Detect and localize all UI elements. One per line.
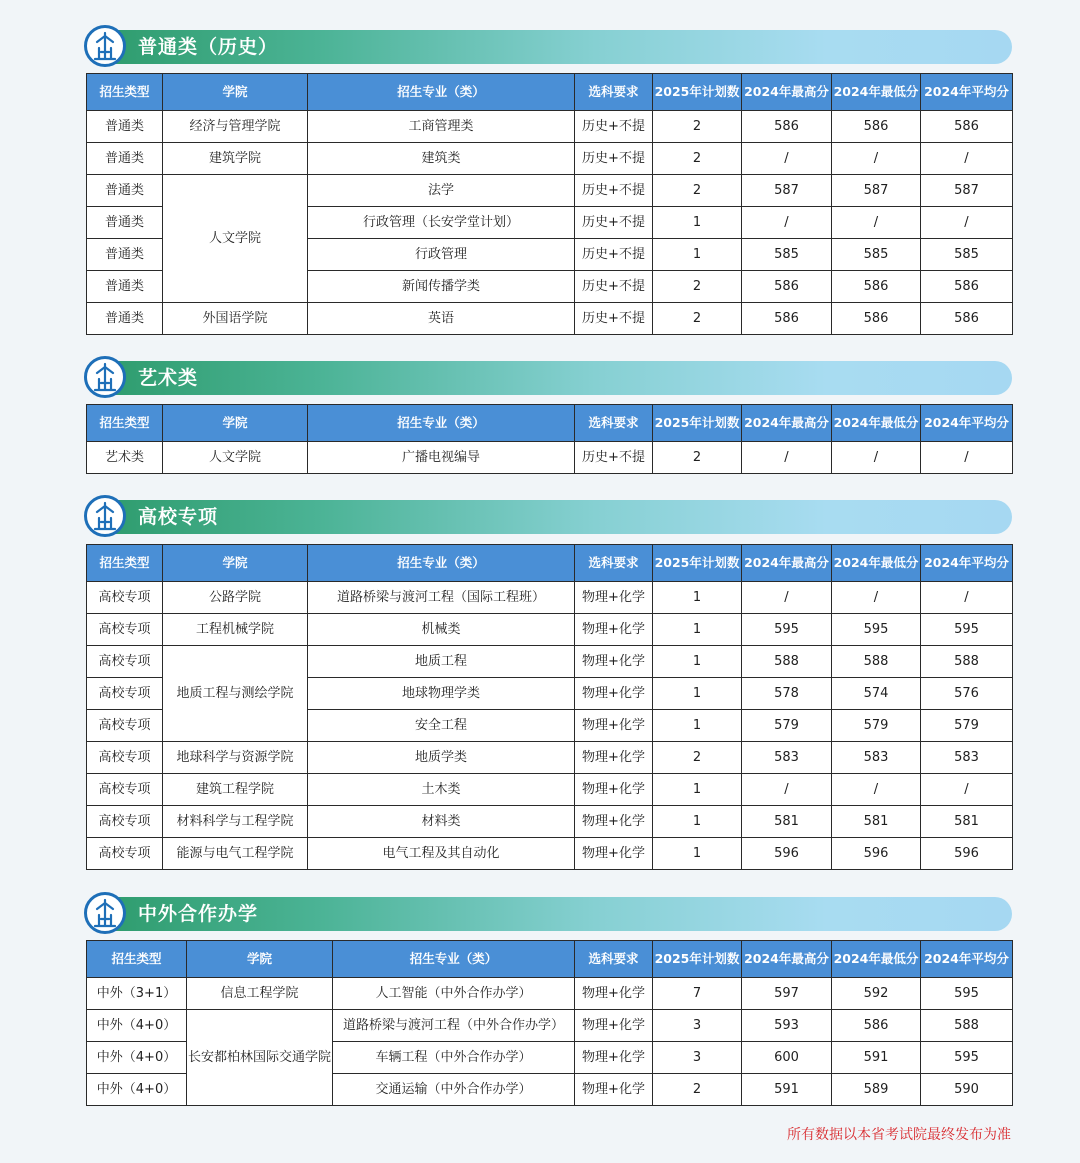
cell-college: 地球科学与资源学院 <box>163 742 308 774</box>
cell-avg: 581 <box>921 806 1013 838</box>
cell-major: 交通运输（中外合作办学） <box>333 1074 575 1106</box>
table-row <box>87 742 1013 774</box>
header-max: 2024年最高分 <box>742 74 832 111</box>
table-row <box>87 582 1013 614</box>
cell-plan: 1 <box>653 774 742 806</box>
cell-college: 工程机械学院 <box>163 614 308 646</box>
cell-max: / <box>742 143 832 175</box>
table-row <box>87 1010 1013 1042</box>
cell-max: 586 <box>742 303 832 335</box>
cell-min: / <box>832 143 921 175</box>
cell-plan: 3 <box>653 1010 742 1042</box>
cell-major: 道路桥梁与渡河工程（国际工程班） <box>308 582 575 614</box>
cell-avg: 590 <box>921 1074 1013 1106</box>
cell-min: 586 <box>832 1010 921 1042</box>
cell-max: 593 <box>742 1010 832 1042</box>
header-major: 招生专业（类） <box>308 74 575 111</box>
cell-min: 579 <box>832 710 921 742</box>
cell-college: 长安都柏林国际交通学院 <box>187 1010 333 1106</box>
cell-max: 595 <box>742 614 832 646</box>
cell-min: 581 <box>832 806 921 838</box>
cell-type: 中外（4+0） <box>87 1074 187 1106</box>
cell-min: 591 <box>832 1042 921 1074</box>
cell-subject: 物理+化学 <box>575 646 653 678</box>
cell-max: 586 <box>742 271 832 303</box>
cell-type: 普通类 <box>87 303 163 335</box>
cell-subject: 物理+化学 <box>575 614 653 646</box>
table-row <box>87 774 1013 806</box>
cell-type: 中外（4+0） <box>87 1010 187 1042</box>
cell-type: 普通类 <box>87 143 163 175</box>
cell-plan: 2 <box>653 111 742 143</box>
cell-avg: 586 <box>921 271 1013 303</box>
cell-major: 材料类 <box>308 806 575 838</box>
cell-subject: 物理+化学 <box>575 774 653 806</box>
cell-subject: 物理+化学 <box>575 806 653 838</box>
cell-college: 建筑工程学院 <box>163 774 308 806</box>
header-plan: 2025年计划数 <box>653 941 742 978</box>
admission-table <box>86 73 1013 335</box>
cell-min: 585 <box>832 239 921 271</box>
header-type: 招生类型 <box>87 74 163 111</box>
cell-max: 585 <box>742 239 832 271</box>
header-type: 招生类型 <box>87 405 163 442</box>
cell-min: 587 <box>832 175 921 207</box>
table-row <box>87 442 1013 474</box>
cell-min: 586 <box>832 303 921 335</box>
cell-max: / <box>742 207 832 239</box>
cell-type: 普通类 <box>87 207 163 239</box>
cell-max: 591 <box>742 1074 832 1106</box>
header-college: 学院 <box>163 405 308 442</box>
header-max: 2024年最高分 <box>742 941 832 978</box>
cell-plan: 2 <box>653 1074 742 1106</box>
table-row <box>87 978 1013 1010</box>
cell-type: 高校专项 <box>87 678 163 710</box>
cell-max: / <box>742 442 832 474</box>
cell-avg: / <box>921 442 1013 474</box>
cell-plan: 2 <box>653 303 742 335</box>
cell-plan: 3 <box>653 1042 742 1074</box>
cell-max: 587 <box>742 175 832 207</box>
cell-type: 高校专项 <box>87 582 163 614</box>
cell-min: / <box>832 582 921 614</box>
cell-plan: 1 <box>653 678 742 710</box>
header-plan: 2025年计划数 <box>653 545 742 582</box>
table-row <box>87 806 1013 838</box>
cell-avg: 595 <box>921 614 1013 646</box>
header-type: 招生类型 <box>87 941 187 978</box>
cell-major: 道路桥梁与渡河工程（中外合作办学） <box>333 1010 575 1042</box>
university-logo-icon <box>84 892 126 934</box>
cell-avg: / <box>921 582 1013 614</box>
cell-college: 外国语学院 <box>163 303 308 335</box>
cell-major: 地球物理学类 <box>308 678 575 710</box>
cell-type: 高校专项 <box>87 774 163 806</box>
university-logo-icon <box>84 356 126 398</box>
cell-subject: 历史+不提 <box>575 239 653 271</box>
cell-plan: 2 <box>653 742 742 774</box>
cell-plan: 1 <box>653 838 742 870</box>
cell-subject: 历史+不提 <box>575 143 653 175</box>
cell-min: 595 <box>832 614 921 646</box>
cell-college: 经济与管理学院 <box>163 111 308 143</box>
header-type: 招生类型 <box>87 545 163 582</box>
cell-avg: 586 <box>921 111 1013 143</box>
cell-max: 586 <box>742 111 832 143</box>
cell-plan: 2 <box>653 442 742 474</box>
cell-subject: 物理+化学 <box>575 978 653 1010</box>
header-avg: 2024年平均分 <box>921 941 1013 978</box>
cell-major: 法学 <box>308 175 575 207</box>
header-subject: 选科要求 <box>575 405 653 442</box>
cell-subject: 历史+不提 <box>575 271 653 303</box>
cell-subject: 物理+化学 <box>575 838 653 870</box>
cell-plan: 1 <box>653 207 742 239</box>
cell-college: 能源与电气工程学院 <box>163 838 308 870</box>
section-banner <box>86 30 1012 64</box>
header-avg: 2024年平均分 <box>921 545 1013 582</box>
header-plan: 2025年计划数 <box>653 74 742 111</box>
cell-subject: 历史+不提 <box>575 442 653 474</box>
section-title: 普通类（历史） <box>138 36 279 58</box>
cell-avg: 586 <box>921 303 1013 335</box>
cell-plan: 1 <box>653 582 742 614</box>
cell-plan: 1 <box>653 710 742 742</box>
cell-min: 574 <box>832 678 921 710</box>
header-subject: 选科要求 <box>575 545 653 582</box>
cell-major: 土木类 <box>308 774 575 806</box>
cell-min: 589 <box>832 1074 921 1106</box>
section-banner <box>86 361 1012 395</box>
cell-avg: 576 <box>921 678 1013 710</box>
cell-college: 地质工程与测绘学院 <box>163 646 308 742</box>
cell-major: 英语 <box>308 303 575 335</box>
cell-type: 高校专项 <box>87 742 163 774</box>
header-min: 2024年最低分 <box>832 405 921 442</box>
cell-avg: 596 <box>921 838 1013 870</box>
cell-min: / <box>832 207 921 239</box>
header-college: 学院 <box>163 74 308 111</box>
cell-major: 电气工程及其自动化 <box>308 838 575 870</box>
table-header-row <box>87 74 1013 111</box>
admission-table <box>86 940 1013 1106</box>
header-major: 招生专业（类） <box>308 545 575 582</box>
cell-type: 高校专项 <box>87 806 163 838</box>
header-college: 学院 <box>187 941 333 978</box>
cell-plan: 1 <box>653 646 742 678</box>
section-title: 中外合作办学 <box>138 903 259 925</box>
header-min: 2024年最低分 <box>832 545 921 582</box>
cell-max: 597 <box>742 978 832 1010</box>
header-min: 2024年最低分 <box>832 941 921 978</box>
cell-max: 579 <box>742 710 832 742</box>
header-min: 2024年最低分 <box>832 74 921 111</box>
cell-major: 行政管理 <box>308 239 575 271</box>
cell-min: / <box>832 774 921 806</box>
cell-major: 广播电视编导 <box>308 442 575 474</box>
header-avg: 2024年平均分 <box>921 405 1013 442</box>
cell-type: 高校专项 <box>87 614 163 646</box>
cell-plan: 2 <box>653 271 742 303</box>
table-row <box>87 111 1013 143</box>
cell-min: 583 <box>832 742 921 774</box>
cell-major: 建筑类 <box>308 143 575 175</box>
table-header-row <box>87 545 1013 582</box>
cell-type: 中外（3+1） <box>87 978 187 1010</box>
cell-subject: 物理+化学 <box>575 742 653 774</box>
cell-type: 高校专项 <box>87 710 163 742</box>
cell-type: 普通类 <box>87 111 163 143</box>
cell-min: 586 <box>832 271 921 303</box>
header-max: 2024年最高分 <box>742 545 832 582</box>
cell-college: 材料科学与工程学院 <box>163 806 308 838</box>
section-title: 艺术类 <box>138 367 199 389</box>
cell-max: 581 <box>742 806 832 838</box>
header-max: 2024年最高分 <box>742 405 832 442</box>
cell-type: 普通类 <box>87 175 163 207</box>
cell-college: 人文学院 <box>163 175 308 303</box>
cell-min: 586 <box>832 111 921 143</box>
cell-subject: 物理+化学 <box>575 1042 653 1074</box>
header-plan: 2025年计划数 <box>653 405 742 442</box>
cell-type: 中外（4+0） <box>87 1042 187 1074</box>
cell-plan: 7 <box>653 978 742 1010</box>
cell-avg: / <box>921 143 1013 175</box>
university-logo-icon <box>84 495 126 537</box>
cell-subject: 物理+化学 <box>575 1074 653 1106</box>
table-row <box>87 838 1013 870</box>
section-title: 高校专项 <box>138 506 219 528</box>
cell-max: 583 <box>742 742 832 774</box>
cell-college: 公路学院 <box>163 582 308 614</box>
footnote: 所有数据以本省考试院最终发布为准 <box>787 1127 1011 1143</box>
table-row <box>87 614 1013 646</box>
cell-plan: 1 <box>653 806 742 838</box>
cell-type: 高校专项 <box>87 838 163 870</box>
cell-min: / <box>832 442 921 474</box>
cell-max: 596 <box>742 838 832 870</box>
header-major: 招生专业（类） <box>308 405 575 442</box>
table-header-row <box>87 405 1013 442</box>
header-college: 学院 <box>163 545 308 582</box>
cell-type: 高校专项 <box>87 646 163 678</box>
cell-min: 592 <box>832 978 921 1010</box>
cell-subject: 物理+化学 <box>575 678 653 710</box>
cell-subject: 历史+不提 <box>575 111 653 143</box>
cell-avg: 588 <box>921 1010 1013 1042</box>
cell-subject: 历史+不提 <box>575 175 653 207</box>
cell-subject: 物理+化学 <box>575 1010 653 1042</box>
cell-major: 机械类 <box>308 614 575 646</box>
cell-subject: 历史+不提 <box>575 303 653 335</box>
cell-plan: 1 <box>653 239 742 271</box>
cell-min: 596 <box>832 838 921 870</box>
cell-college: 建筑学院 <box>163 143 308 175</box>
cell-type: 艺术类 <box>87 442 163 474</box>
header-subject: 选科要求 <box>575 74 653 111</box>
cell-major: 地质学类 <box>308 742 575 774</box>
table-row <box>87 175 1013 207</box>
cell-major: 安全工程 <box>308 710 575 742</box>
table-row <box>87 646 1013 678</box>
cell-plan: 2 <box>653 143 742 175</box>
cell-avg: 588 <box>921 646 1013 678</box>
cell-major: 工商管理类 <box>308 111 575 143</box>
section-banner <box>86 897 1012 931</box>
cell-major: 行政管理（长安学堂计划） <box>308 207 575 239</box>
cell-avg: 579 <box>921 710 1013 742</box>
cell-max: / <box>742 774 832 806</box>
cell-plan: 1 <box>653 614 742 646</box>
cell-min: 588 <box>832 646 921 678</box>
cell-avg: / <box>921 774 1013 806</box>
cell-avg: 585 <box>921 239 1013 271</box>
cell-subject: 物理+化学 <box>575 710 653 742</box>
cell-max: / <box>742 582 832 614</box>
cell-major: 人工智能（中外合作办学） <box>333 978 575 1010</box>
cell-plan: 2 <box>653 175 742 207</box>
cell-college: 信息工程学院 <box>187 978 333 1010</box>
cell-avg: / <box>921 207 1013 239</box>
cell-avg: 583 <box>921 742 1013 774</box>
cell-max: 588 <box>742 646 832 678</box>
university-logo-icon <box>84 25 126 67</box>
table-row <box>87 303 1013 335</box>
section-banner <box>86 500 1012 534</box>
cell-max: 578 <box>742 678 832 710</box>
cell-avg: 595 <box>921 978 1013 1010</box>
cell-college: 人文学院 <box>163 442 308 474</box>
header-major: 招生专业（类） <box>333 941 575 978</box>
header-subject: 选科要求 <box>575 941 653 978</box>
header-avg: 2024年平均分 <box>921 74 1013 111</box>
admission-table <box>86 544 1013 870</box>
table-header-row <box>87 941 1013 978</box>
cell-max: 600 <box>742 1042 832 1074</box>
cell-major: 地质工程 <box>308 646 575 678</box>
cell-major: 车辆工程（中外合作办学） <box>333 1042 575 1074</box>
cell-major: 新闻传播学类 <box>308 271 575 303</box>
cell-subject: 物理+化学 <box>575 582 653 614</box>
cell-avg: 587 <box>921 175 1013 207</box>
cell-type: 普通类 <box>87 271 163 303</box>
cell-type: 普通类 <box>87 239 163 271</box>
table-row <box>87 143 1013 175</box>
cell-avg: 595 <box>921 1042 1013 1074</box>
cell-subject: 历史+不提 <box>575 207 653 239</box>
admission-table <box>86 404 1013 474</box>
